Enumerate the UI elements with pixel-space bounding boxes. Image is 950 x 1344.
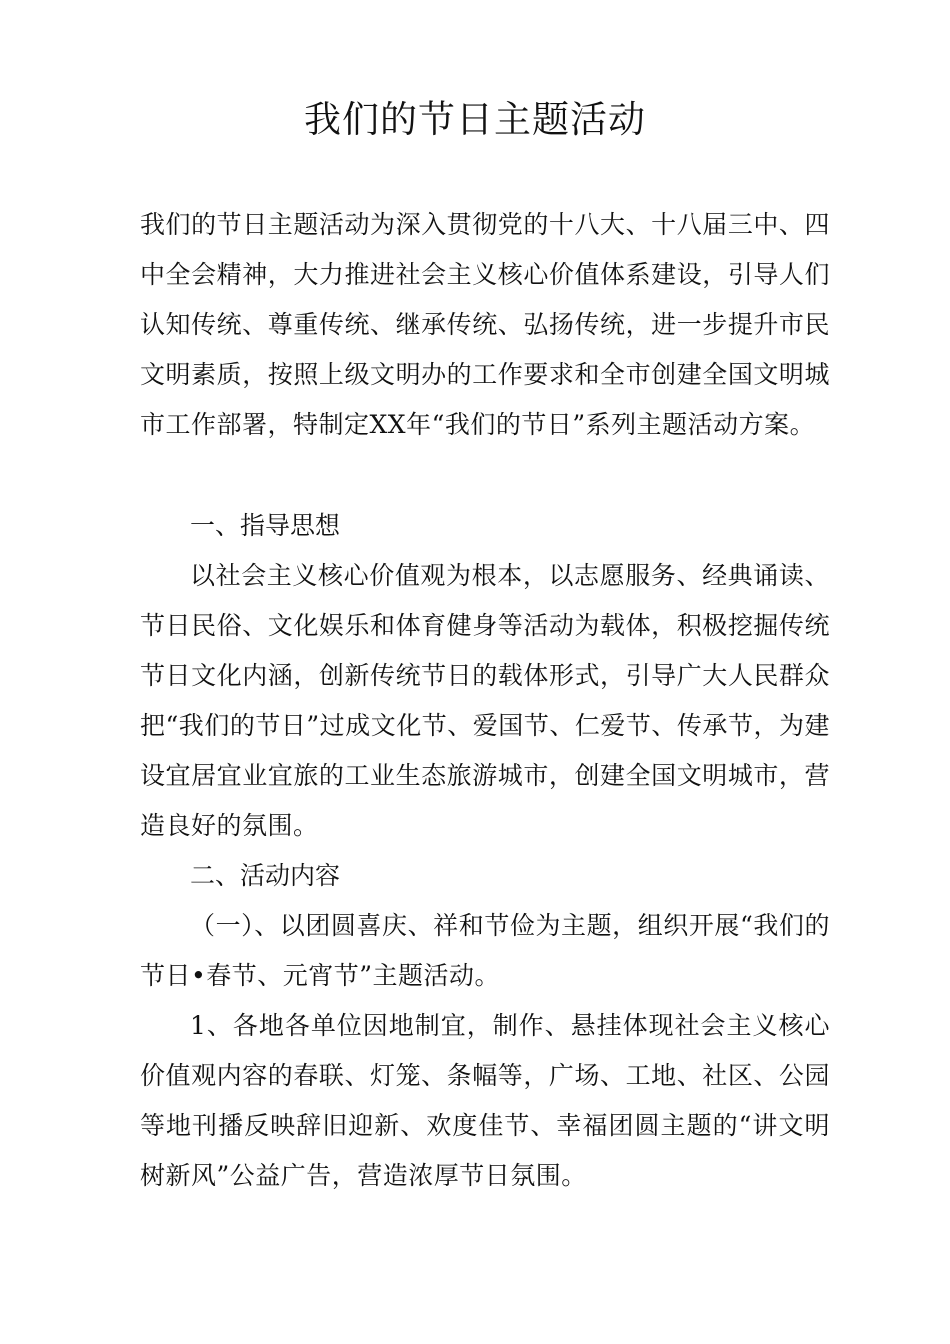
document-body <box>140 200 830 1201</box>
document-title: 我们的节日主题活动 <box>304 98 646 141</box>
guiding-ideology-paragraph: 以社会主义核心价值观为根本，以志愿服务、经典诵读、节日民俗、文化娱乐和体育健身等活动为载体，积极挖掘传统节日文化内涵，创新传统节日的载体形式，引导广大人民群众把“我们的节日”过成文化节、爱国节、仁爱节、传承节，为建设宜居宜业宜旅的工业生态旅游城市，创建全国文明城市，营造良好的氛围。 <box>140 561 830 840</box>
section-heading-activity-content: 二、活动内容 <box>190 861 341 890</box>
section-heading-guiding-ideology: 一、指导思想 <box>190 511 341 540</box>
intro-paragraph: 我们的节日主题活动为深入贯彻党的十八大、十八届三中、四中全会精神，大力推进社会主义核心价值体系建设，引导人们认知传统、尊重传统、继承传统、弘扬传统，进一步提升市民文明素质，按照上级文明办的工作要求和全市创建全国文明城市工作部署，特制定XX年“我们的节日”系列主题活动方案。 <box>140 210 830 439</box>
activity-subsection-1: （一）、以团圆喜庆、祥和节俭为主题，组织开展“我们的节日•春节、元宵节”主题活动。 <box>140 911 830 990</box>
activity-item-1: 1、各地各单位因地制宜，制作、悬挂体现社会主义核心价值观内容的春联、灯笼、条幅等，广场、工地、社区、公园等地刊播反映辞旧迎新、欢度佳节、幸福团圆主题的“讲文明树新风”公益广告，营造浓厚节日氛围。 <box>140 1011 830 1190</box>
